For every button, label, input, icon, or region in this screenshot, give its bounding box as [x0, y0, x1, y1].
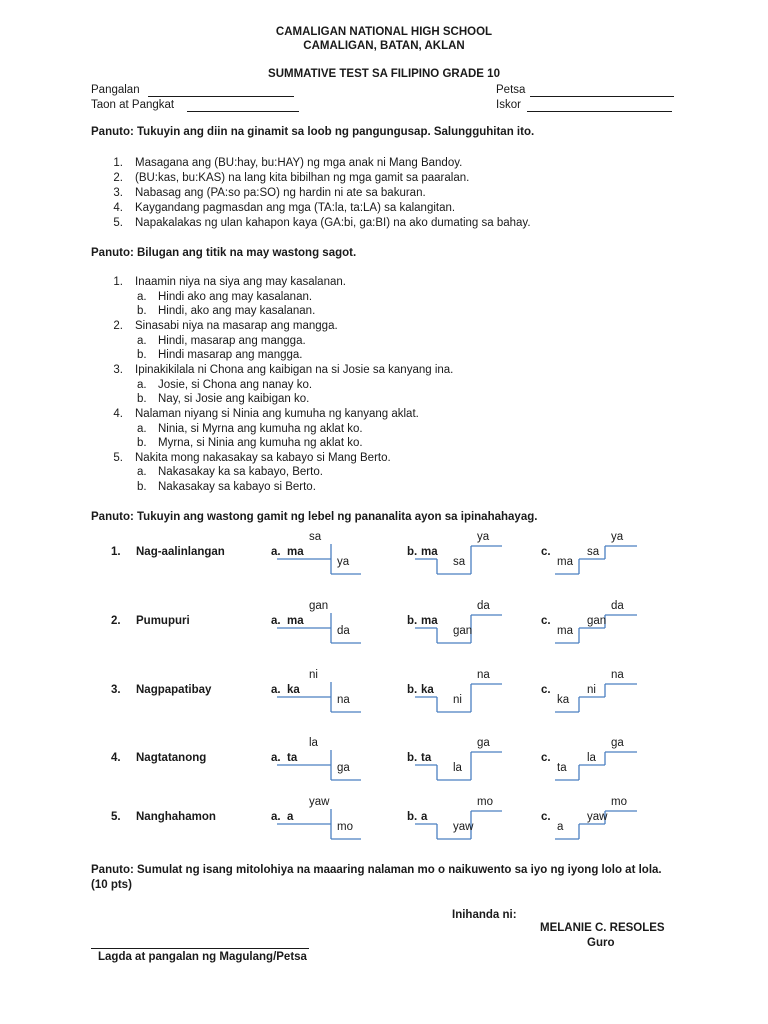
question-text: Nalaman niyang si Ninia ang kumuha ng kanyang aklat. [135, 408, 419, 420]
option-text: Nay, si Josie ang kaibigan ko. [158, 393, 310, 405]
question-word: Nag-aalinlangan [136, 546, 225, 558]
list-item-number: 3. [113, 187, 123, 199]
option-letter[interactable]: b. [137, 305, 147, 317]
question-text: Sinasabi niya na masarap ang mangga. [135, 320, 338, 332]
syllable-mid: ka [287, 684, 300, 696]
question-word: Nagpapatibay [136, 684, 212, 696]
taon-label: Taon at Pangkat [91, 99, 175, 111]
option-text: Hindi ako ang may kasalanan. [158, 291, 313, 303]
option-letter[interactable]: a. [271, 684, 281, 696]
syllable-mid: ma [287, 615, 304, 627]
syllable-mid: ka [421, 684, 434, 696]
syllable-top: na [611, 669, 624, 681]
syllable-mid: ma [421, 546, 438, 558]
option-letter[interactable]: b. [407, 811, 418, 823]
teacher-name: MELANIE C. RESOLES [540, 922, 665, 934]
option-letter[interactable]: b. [137, 481, 147, 493]
option-text: Hindi, ako ang may kasalanan. [158, 305, 316, 317]
syllable-bottom: mo [337, 821, 353, 833]
syllable-bottom: ma [557, 556, 573, 568]
question-number: 5. [111, 811, 121, 823]
question-text: Nakita mong nakasakay sa kabayo si Mang Berto. [135, 452, 391, 464]
option-letter[interactable]: a. [137, 423, 147, 435]
option-letter[interactable]: a. [137, 335, 147, 347]
school-address: CAMALIGAN, BATAN, AKLAN [303, 40, 465, 52]
list-item: Kaygandang pagmasdan ang mga (TA:la, ta:LA) sa kalangitan. [135, 202, 456, 214]
syllable-top: ga [611, 737, 624, 749]
question-number: 4. [111, 752, 121, 764]
question-number: 2. [113, 320, 123, 332]
question-word: Nanghahamon [136, 811, 216, 823]
syllable-top: ya [611, 531, 624, 543]
list-item: (BU:kas, bu:KAS) na lang kita bibilhan ng mga gamit sa paaralan. [135, 172, 470, 184]
iskor-label: Iskor [496, 99, 521, 111]
list-item: Napakalakas ng ulan kahapon kaya (GA:bi, ga:BI) na ako dumating sa bahay. [135, 217, 531, 229]
option-letter[interactable]: b. [137, 349, 147, 361]
school-name: CAMALIGAN NATIONAL HIGH SCHOOL [275, 26, 493, 38]
syllable-top: ga [477, 737, 490, 749]
option-letter[interactable]: c. [541, 752, 551, 764]
list-item: Masagana ang (BU:hay, bu:HAY) ng mga anak ni Mang Bandoy. [135, 157, 463, 169]
list-item-number: 5. [113, 217, 123, 229]
question-number: 1. [111, 546, 121, 558]
option-letter[interactable]: a. [271, 752, 281, 764]
option-letter[interactable]: c. [541, 811, 551, 823]
part1-instruction: Panuto: Tukuyin ang diin na ginamit sa loob ng pangungusap. Salungguhitan ito. [91, 126, 535, 138]
part4-points: (10 pts) [91, 879, 132, 891]
syllable-bottom: a [557, 821, 564, 833]
syllable-bottom: da [337, 625, 350, 637]
syllable-top: ya [477, 531, 490, 543]
syllable-bottom: sa [453, 556, 466, 568]
syllable-bottom: ni [453, 694, 462, 706]
syllable-mid: ni [587, 684, 596, 696]
parent-signature-line[interactable] [91, 948, 309, 949]
list-item: Nabasag ang (PA:so pa:SO) ng hardin ni ate sa bakuran. [135, 187, 426, 199]
question-number: 1. [113, 276, 123, 288]
syllable-bottom: ga [337, 762, 350, 774]
syllable-mid: ta [421, 752, 432, 764]
petsa-label: Petsa [496, 84, 526, 96]
option-letter[interactable]: a. [271, 811, 281, 823]
option-text: Nakasakay ka sa kabayo, Berto. [158, 466, 323, 478]
pangalan-label: Pangalan [91, 84, 140, 96]
syllable-top: mo [611, 796, 627, 808]
question-number: 2. [111, 615, 121, 627]
question-text: Ipinakikilala ni Chona ang kaibigan na si Josie sa kanyang ina. [135, 364, 454, 376]
syllable-mid: a [287, 811, 294, 823]
syllable-mid: ta [287, 752, 298, 764]
teacher-role: Guro [587, 937, 615, 949]
syllable-mid: sa [587, 546, 600, 558]
syllable-mid: yaw [587, 811, 608, 823]
syllable-bottom: ma [557, 625, 573, 637]
option-letter[interactable]: a. [137, 379, 147, 391]
syllable-bottom: ka [557, 694, 570, 706]
syllable-top: ni [309, 669, 318, 681]
syllable-top: da [477, 600, 490, 612]
option-letter[interactable]: b. [407, 752, 418, 764]
option-letter[interactable]: b. [137, 437, 147, 449]
syllable-mid: ma [287, 546, 304, 558]
test-title: SUMMATIVE TEST SA FILIPINO GRADE 10 [268, 68, 500, 80]
syllable-bottom: gan [453, 625, 473, 637]
parent-signature-label: Lagda at pangalan ng Magulang/Petsa [98, 951, 307, 963]
option-letter[interactable]: c. [541, 546, 551, 558]
option-letter[interactable]: c. [541, 684, 551, 696]
syllable-top: la [309, 737, 318, 749]
list-item-number: 4. [113, 202, 123, 214]
option-letter[interactable]: b. [407, 615, 418, 627]
question-number: 4. [113, 408, 123, 420]
option-letter[interactable]: a. [137, 466, 147, 478]
option-text: Nakasakay sa kabayo si Berto. [158, 481, 316, 493]
syllable-top: mo [477, 796, 493, 808]
part3-instruction: Panuto: Tukuyin ang wastong gamit ng lebel ng pananalita ayon sa ipinahahayag. [91, 511, 538, 523]
syllable-bottom: ya [337, 556, 350, 568]
question-number: 3. [113, 364, 123, 376]
option-text: Ninia, si Myrna ang kumuha ng aklat ko. [158, 423, 363, 435]
question-text: Inaamin niya na siya ang may kasalanan. [135, 276, 346, 288]
part2-instruction: Panuto: Bilugan ang titik na may wastong sagot. [91, 247, 357, 259]
syllable-bottom: na [337, 694, 350, 706]
syllable-bottom: ta [557, 762, 567, 774]
question-number: 3. [111, 684, 121, 696]
option-letter[interactable]: b. [407, 684, 418, 696]
syllable-top: yaw [309, 796, 330, 808]
option-text: Hindi, masarap ang mangga. [158, 335, 306, 347]
option-letter[interactable]: a. [137, 291, 147, 303]
list-item-number: 2. [113, 172, 123, 184]
option-letter[interactable]: b. [137, 393, 147, 405]
syllable-top: gan [309, 600, 329, 612]
syllable-top: na [477, 669, 490, 681]
syllable-mid: gan [587, 615, 607, 627]
syllable-top: da [611, 600, 624, 612]
list-item-number: 1. [113, 157, 123, 169]
question-word: Nagtatanong [136, 752, 207, 764]
syllable-mid: ma [421, 615, 438, 627]
option-letter[interactable]: b. [407, 546, 418, 558]
option-letter[interactable]: a. [271, 546, 281, 558]
option-text: Hindi masarap ang mangga. [158, 349, 303, 361]
syllable-bottom: la [453, 762, 462, 774]
syllable-bottom: yaw [453, 821, 474, 833]
option-letter[interactable]: c. [541, 615, 551, 627]
syllable-mid: a [421, 811, 428, 823]
syllable-mid: la [587, 752, 596, 764]
option-letter[interactable]: a. [271, 615, 281, 627]
question-word: Pumupuri [136, 615, 190, 627]
option-text: Josie, si Chona ang nanay ko. [158, 379, 313, 391]
question-number: 5. [113, 452, 123, 464]
syllable-top: sa [309, 531, 322, 543]
part4-instruction: Panuto: Sumulat ng isang mitolohiya na maaaring nalaman mo o naikuwento sa iyo ng iyong lolo at lola. [91, 864, 662, 876]
prepared-by-label: Inihanda ni: [452, 909, 517, 921]
option-text: Myrna, si Ninia ang kumuha ng aklat ko. [158, 437, 363, 449]
